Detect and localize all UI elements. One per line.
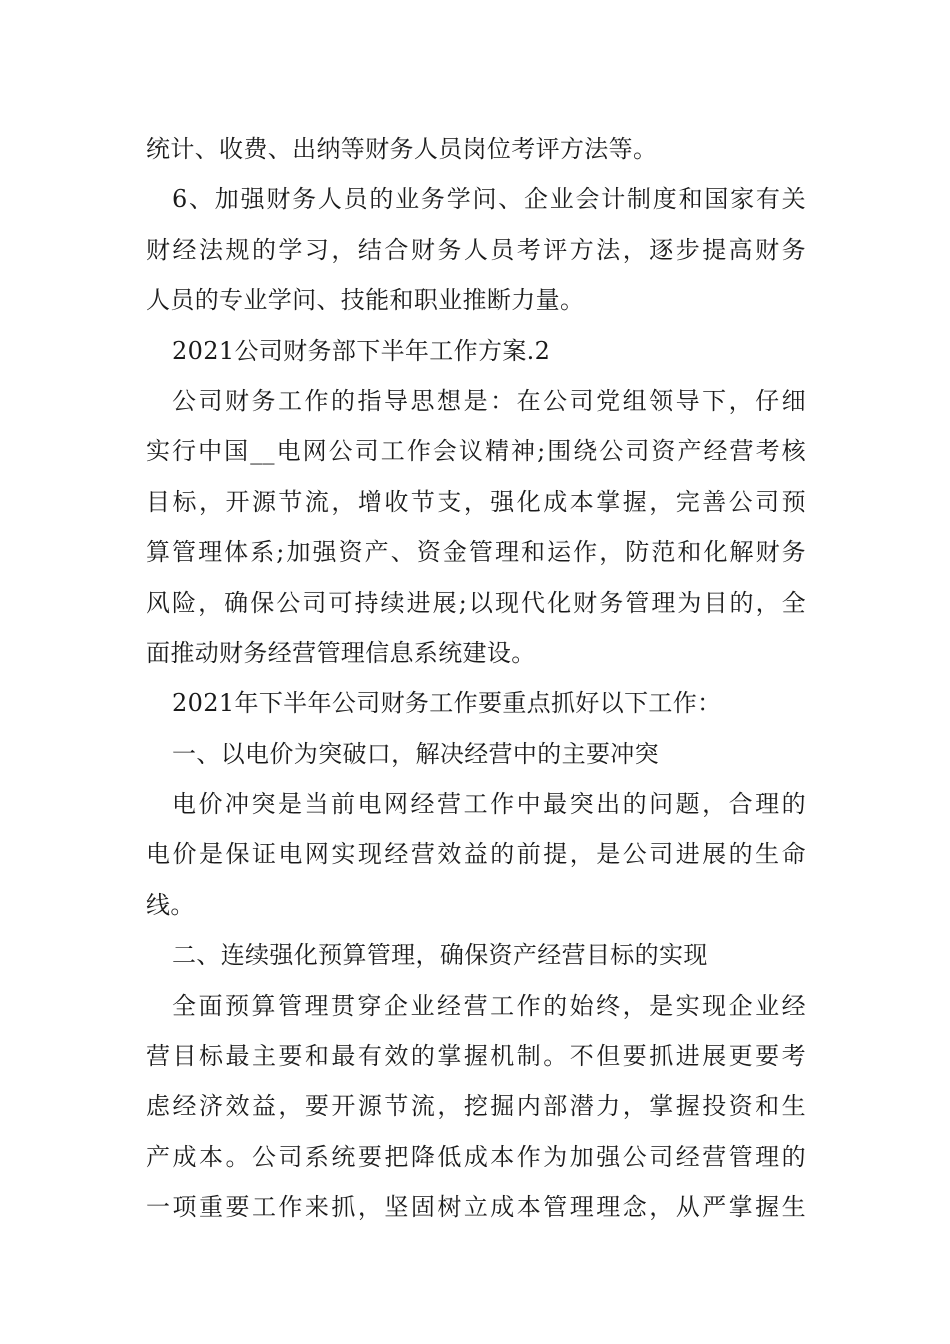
section-heading-two: 二、连续强化预算管理，确保资产经营目标的实现 <box>172 941 708 970</box>
text-line-9: 算管理体系;加强资产、资金管理和运作，防范和化解财务 <box>146 538 806 567</box>
text-line-22: 一项重要工作来抓，坚固树立成本管理理念，从严掌握生 <box>146 1193 806 1222</box>
text-line-12: 2021年下半年公司财务工作要重点抓好以下工作： <box>172 689 722 718</box>
text-line-7: 实行中国__电网公司工作会议精神;围绕公司资产经营考核 <box>146 437 806 466</box>
text-line-2: 6、加强财务人员的业务学问、企业会计制度和国家有关 <box>172 185 806 214</box>
text-line-14: 电价冲突是当前电网经营工作中最突出的问题，合理的 <box>172 790 806 819</box>
text-line-19: 营目标最主要和最有效的掌握机制。不但要抓进展更要考 <box>146 1042 806 1071</box>
text-line-18: 全面预算管理贯穿企业经营工作的始终，是实现企业经 <box>172 991 806 1020</box>
text-line-11: 面推动财务经营管理信息系统建设。 <box>146 638 536 667</box>
text-line-1: 统计、收费、出纳等财务人员岗位考评方法等。 <box>146 135 658 163</box>
text-line-21: 产成本。公司系统要把降低成本作为加强公司经营管理的 <box>146 1142 806 1171</box>
section-heading-one: 一、以电价为突破口，解决经营中的主要冲突 <box>172 739 659 768</box>
document-page <box>146 124 806 1233</box>
text-line-8: 目标，开源节流，增收节支，强化成本掌握，完善公司预 <box>146 487 806 516</box>
text-line-4: 人员的专业学问、技能和职业推断力量。 <box>146 286 585 315</box>
text-line-15: 电价是保证电网实现经营效益的前提，是公司进展的生命 <box>146 840 806 869</box>
text-line-10: 风险，确保公司可持续进展;以现代化财务管理为目的，全 <box>146 588 806 617</box>
text-line-6: 公司财务工作的指导思想是：在公司党组领导下，仔细 <box>172 386 806 415</box>
text-line-16: 线。 <box>146 890 195 919</box>
text-line-3: 财经法规的学习，结合财务人员考评方法，逐步提高财务 <box>146 235 806 264</box>
section-heading-plan: 2021公司财务部下半年工作方案.2 <box>172 336 551 365</box>
text-line-20: 虑经济效益，要开源节流，挖掘内部潜力，掌握投资和生 <box>146 1092 806 1121</box>
